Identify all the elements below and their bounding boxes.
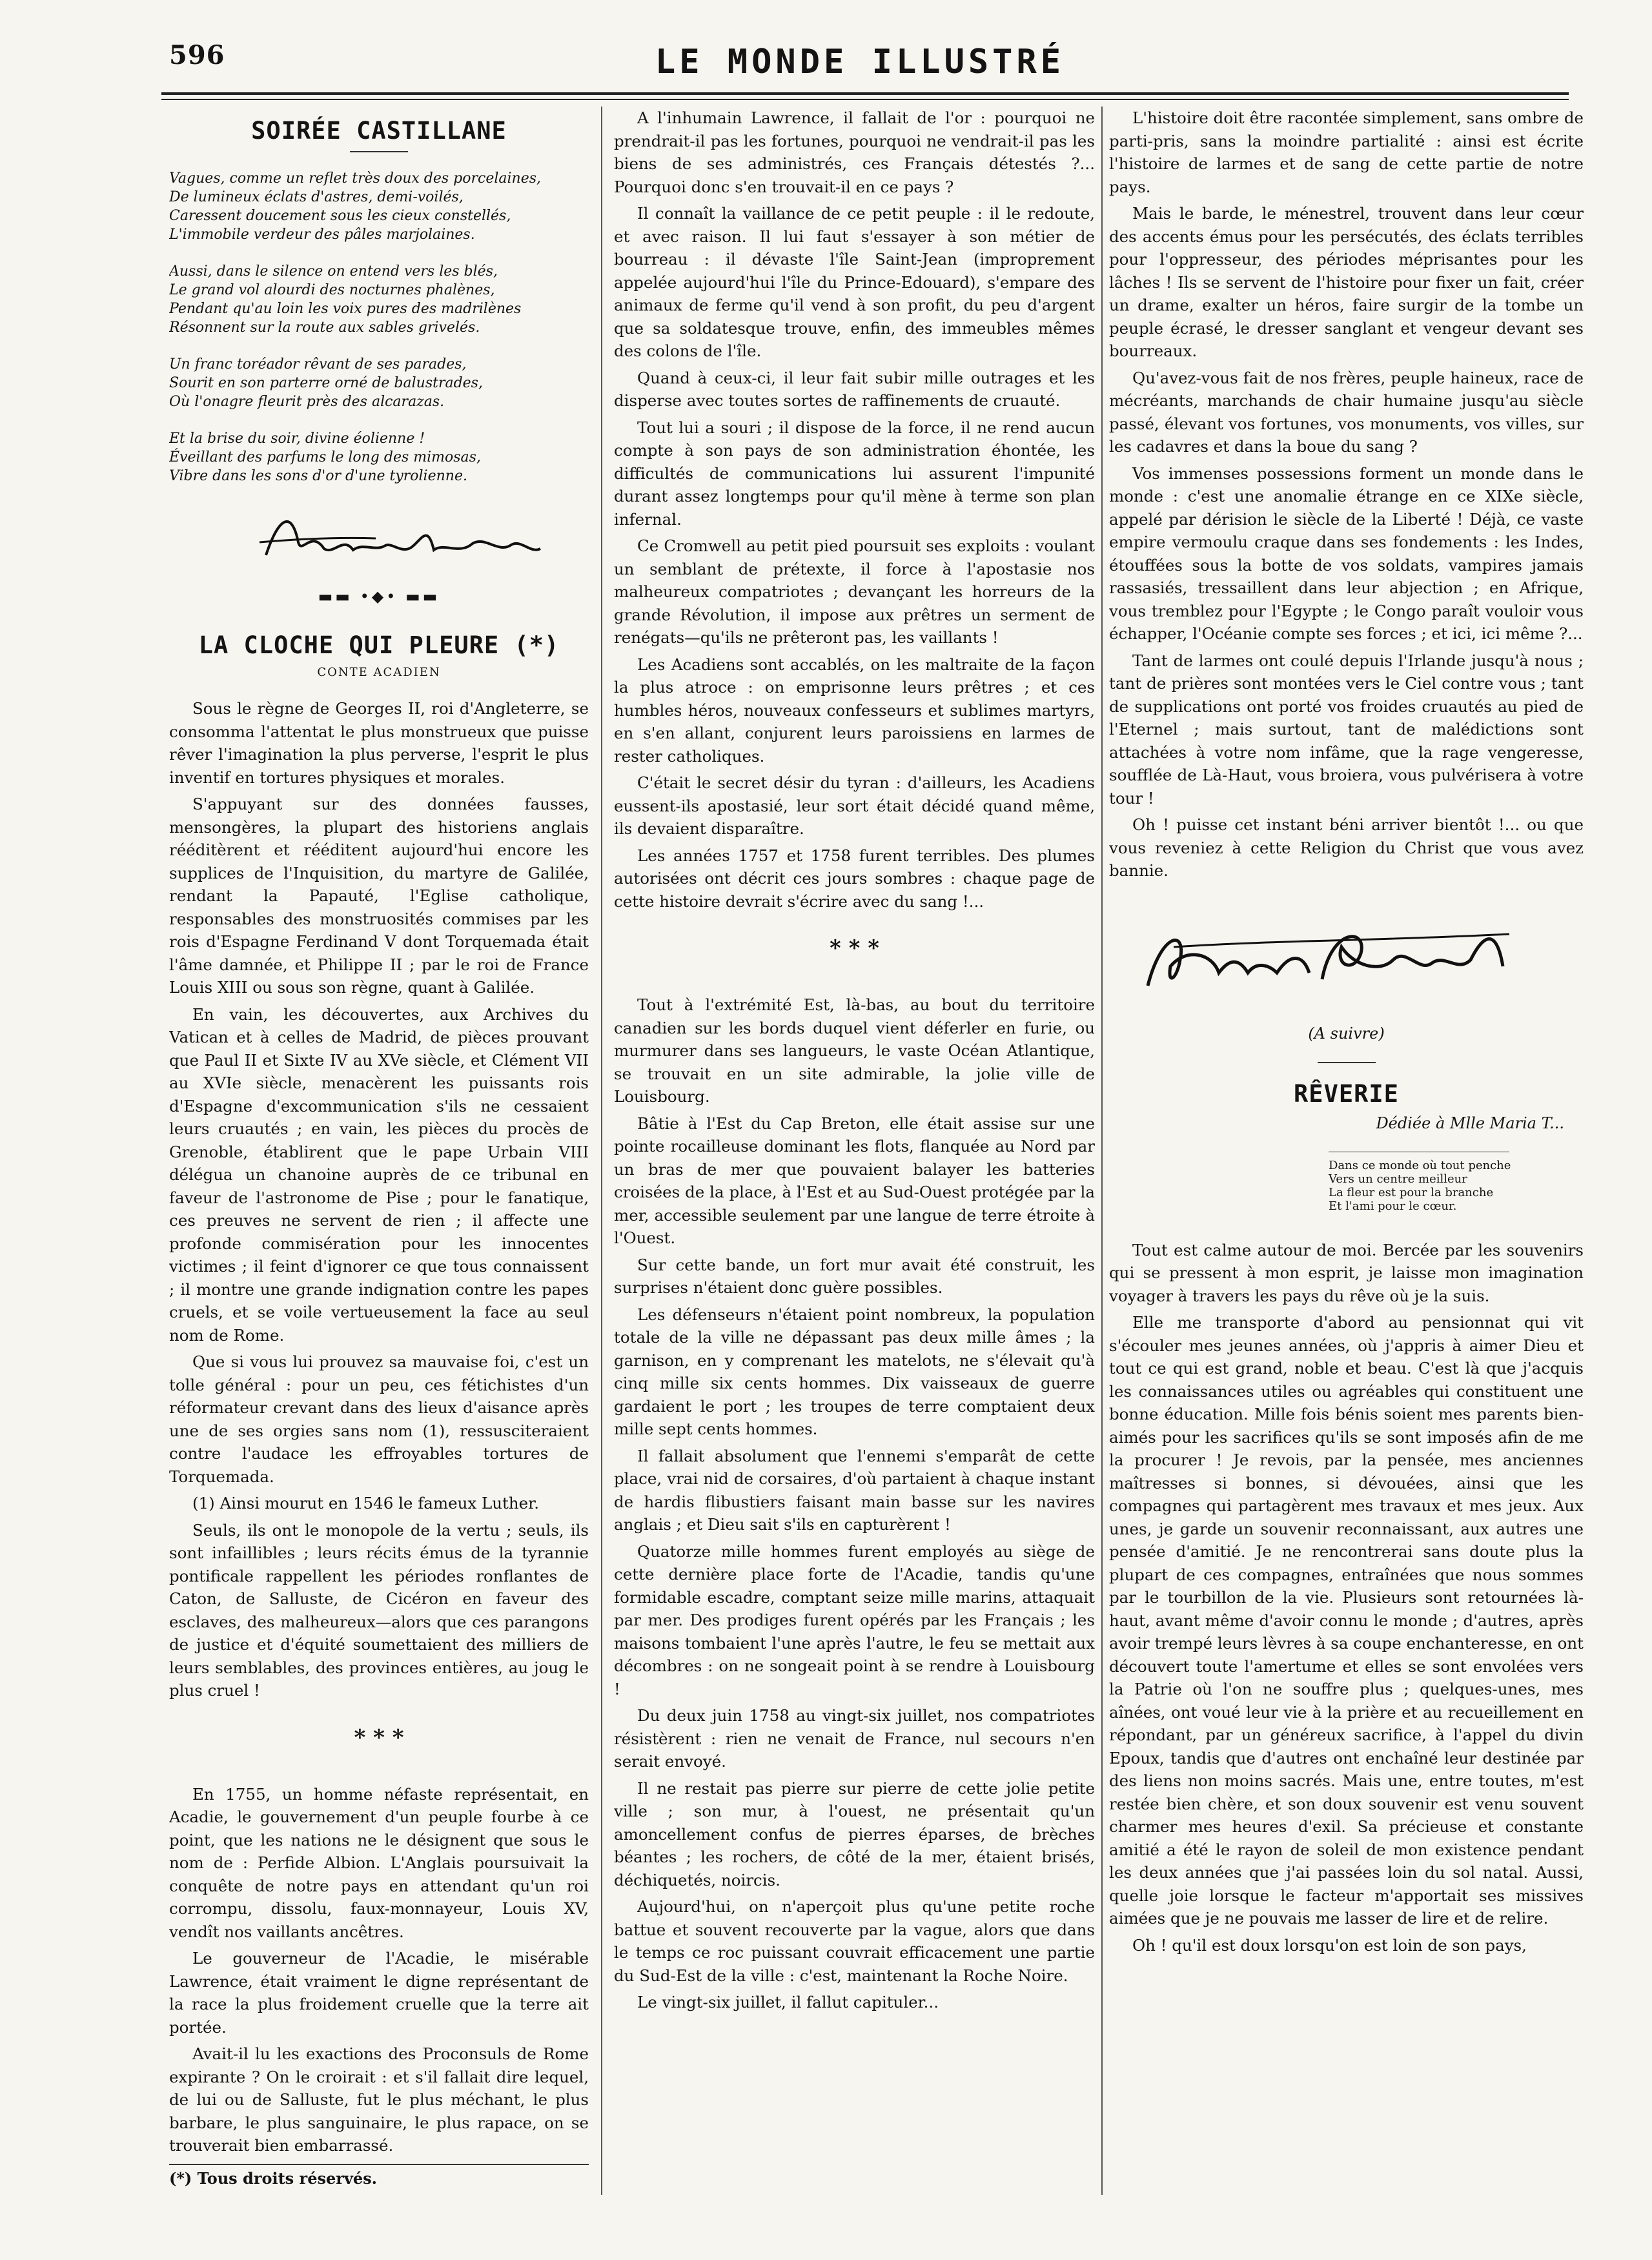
story-paragraphs [614, 993, 1095, 2014]
header-rule [161, 92, 1569, 100]
poem-line: L'immobile verdeur des pâles marjolaines. [169, 227, 475, 243]
story-signature [1109, 908, 1584, 1005]
column-divider [1101, 107, 1103, 2195]
epigraph-line: La fleur est pour la branche [1329, 1185, 1494, 1199]
paragraph: Avait-il lu les exactions des Proconsuls de Rome expirante ? On le croirait : et s'il fallait dire lequel, de lui ou de Salluste, fut le plus méchant, le plus barbare, le plus sanguinaire, le plus rapace, on se trouverait bien embarrassé. [169, 2044, 589, 2155]
paragraph: Tout lui a souri ; il dispose de la force, il ne rend aucun compte à son pays de son administration éhontée, les difficultés de communications lui assurent l'impunité durant assez longtemps pour qu'il mène à terme son plan infernal. [614, 418, 1095, 529]
poem-stanza [169, 429, 589, 485]
story-paragraphs [1109, 1239, 1584, 1957]
story-signature-text: Firmin Picard [1556, 1003, 1561, 1004]
poem-line: Où l'onagre fleurit près des alcarazas. [169, 394, 445, 410]
epigraph-line: Et l'ami pour le cœur. [1329, 1199, 1457, 1213]
paragraph: Qu'avez-vous fait de nos frères, peuple haineux, race de mécréants, marchands de chair humaine jusqu'au siècle passé, élevant vos fortunes, vos monuments, vos villes, sur les cadavres et dans la boue du sang ? [1109, 368, 1584, 456]
to-be-continued: (A suivre) [1308, 1024, 1385, 1043]
poem-title: SOIRÉE CASTILLANE [251, 117, 507, 145]
signature-icon [1109, 908, 1561, 1005]
poem-stanza [169, 169, 589, 244]
poem-line: De lumineux éclats d'astres, demi-voilés, [169, 189, 464, 205]
poem-line: Et la brise du soir, divine éolienne ! [169, 431, 425, 447]
poem-body [169, 169, 589, 485]
paragraph: Bâtie à l'Est du Cap Breton, elle était assise sur une pointe rocailleuse dominant les flots, flanquée au Nord par un bras de mer que pouvaient balayer les batteries croisées de la place, à l'Est et au Sud-Ouest protégée par la mer, accessible seulement par une langue de terre étroite à l'Ouest. [614, 1114, 1095, 1247]
paragraph: Les Acadiens sont accablés, on les maltraite de la façon la plus atroce : on emprisonne leurs prêtres ; et ces humbles héros, nouveaux confesseurs et sublimes martyrs, en s'en allant, conjurent leurs paroissiens en larmes de rester catholiques. [614, 655, 1095, 766]
epigraph [1329, 1152, 1509, 1213]
paragraph: Le gouverneur de l'Acadie, le misérable Lawrence, était vraiment le digne représentant de la race la plus froidement cruelle que la terre ait portée. [169, 1949, 589, 2037]
paragraph: Vos immenses possessions forment un monde dans le monde : c'est une anomalie étrange en ce XIXe siècle, appelé par dérision le siècle de la Liberté ! Déjà, ce vaste empire vermoulu craque dans ses fondements : les Indes, étouffées sous la botte de vos soldats, vampires jamais rassasiés, tressaillent dans leur abjection ; en Afrique, vous tremblez pour l'Egypte ; le Congo paraît vouloir vous échapper, l'Océanie compte ses forces ; et ici, ici même ?... [1109, 463, 1584, 643]
story-title: LA CLOCHE QUI PLEURE (*) [198, 631, 560, 659]
paragraph: Tout à l'extrémité Est, là-bas, au bout du territoire canadien sur les bords duquel vient déferler en furie, ou murmurer dans ses langueurs, le vaste Océan Atlantique, se trouvait en un site admirable, la jolie ville de Louisbourg. [614, 995, 1095, 1106]
paragraph: Elle me transporte d'abord au pensionnat qui vit s'écouler mes jeunes années, où j'appris à aimer Dieu et tout ce qui est grand, noble et beau. C'est là que j'acquis les connaissances utiles ou agréables qui constituent une bonne éducation. Mille fois bénis soient mes parents bien-aimés pour les sacrifices qu'ils se sont imposés afin de me la procurer ! Je revois, par la pensée, mes anciennes maîtresses si bonnes, si dévouées, ainsi que les compagnes qui partagèrent mes travaux et mes jeux. Aux unes, je garde un souvenir reconnaissant, aux autres une pensée d'amitié. Je ne rencontrerai sans doute plus la plupart de ces compagnes, entraînées que nous sommes par le tourbillon de la vie. Plusieurs sont retournées là-haut, avant même d'avoir connu le monde ; d'autres, après avoir trempé leurs lèvres à sa coupe enchanteresse, en ont découvert toute l'amertume et elles se sont envolées vers la Patrie où l'on ne souffre plus ; quelques-unes, mes aînées, ont voué leur vie à la prière et au recueillement en répondant, par un généreux sacrifice, à l'appel du divin Epoux, tandis que d'autres ont enchaîné leur destinée par des liens non moins sacrés. Mais une, entre toutes, m'est restée bien chère, et son doux souvenir est venu souvent charmer mes heures d'exil. Sa précieuse et constante amitié a été le rayon de soleil de mon existence pendant les deux années que j'ai passées loin du sol natal. Aussi, quelle joie lorsque le facteur m'apportait ses missives aimées que je ne pouvais me lasser de lire et de relire. [1109, 1313, 1584, 1928]
paragraph: Oh ! qu'il est doux lorsqu'on est loin de son pays, [1132, 1935, 1527, 1955]
paragraph: Il connaît la vaillance de ce petit peuple : il le redoute, et avec raison. Il lui faut s'essayer à son métier de bourreau : il dévaste l'île Saint-Jean (improprement appelée aujourd'hui l'île du Prince-Edouard), s'empare des animaux de ferme qu'il vend à son profit, du peu d'argent que sa soldatesque trouve, enfin, des immeubles mêmes des colons de l'île. [614, 204, 1095, 360]
dedication: Dédiée à Mlle Maria T... [1376, 1114, 1564, 1132]
title-rule [350, 151, 408, 152]
poem-stanza [169, 355, 589, 411]
paragraph: Sous le règne de Georges II, roi d'Angleterre, se consomma l'attentat le plus monstrueux que puisse rêver l'imagination la plus perverse, l'esprit le plus inventif en tortures physiques et morales. [169, 699, 589, 787]
poem-line: Caressent doucement sous les cieux constellés, [169, 208, 511, 224]
story-paragraphs [169, 1783, 589, 2157]
column-3 [1109, 107, 1584, 2192]
paragraph: En 1755, un homme néfaste représentait, en Acadie, le gouvernement d'un peuple fourbe à ce point, que les nations ne le désignent que sous le nom de : Perfide Albion. L'Anglais poursuivait la conquête de notre pays en attendant qu'un roi corrompu, dissolu, faux-monnayeur, Louis XV, vendît nos vaillants ancêtres. [169, 1784, 589, 1941]
poem-line: Vibre dans les sons d'or d'une tyrolienne. [169, 468, 467, 484]
paragraph: Ce Cromwell au petit pied poursuit ses exploits : voulant un semblant de prétexte, il force à l'apostasie nos malheureux compatriotes ; devançant les horreurs de la grande Révolution, il impose aux prêtres un serment de renégats—qu'ils ne prêteront pas, les vaillants ! [614, 536, 1095, 647]
reverie-title: RÊVERIE [1294, 1079, 1399, 1108]
paragraph: Que si vous lui prouvez sa mauvaise foi, c'est un tolle général : pour un peu, ces fétichistes d'un réformateur crevant dans des lieux d'aisance après une de ses orgies sans nom (1), ressusciteraient contre l'audace les effroyables tortures de Torquemada. [169, 1352, 589, 1486]
paragraph: Sur cette bande, un fort mur avait été construit, les surprises n'étaient donc guère possibles. [614, 1255, 1095, 1297]
story-paragraphs [614, 107, 1095, 913]
paragraph: En vain, les découvertes, aux Archives du Vatican et à celles de Madrid, de pièces prouvant que Paul II et Sixte IV au XVe siècle, et Clément VII au XVIe siècle, menacèrent les puissants rois d'Espagne d'excommunication s'ils ne cessaient leurs cruautés ; en vain, les pièces du procès de Grenoble, établirent que le pape Urbain VIII délégua un chanoine auprès de ce tribunal en faveur de l'astronome de Pise ; pour le fanatique, ces preuves ne servent de rien ; il affecte une profonde commisération pour les innocentes victimes ; il feint d'ignorer ce que tous connaissent ; il montre une grande indignation contre les papes cruels, et se voile vertueusement la face au seul nom de Rome. [169, 1004, 589, 1345]
footnote-rule [169, 2164, 589, 2165]
poem-signature [169, 504, 589, 568]
paragraph: Les années 1757 et 1758 furent terribles. Des plumes autorisées ont décrit ces jours sombres : chaque page de cette histoire devrait s'écrire avec du sang !... [614, 846, 1095, 911]
paragraph: S'appuyant sur des données fausses, mensongères, la plupart des historiens anglais rééditèrent et rééditent aujourd'hui encore les supplices de l'Inquisition, du martyre de Galilée, rendant la Papauté, l'Eglise catholique, responsables des monstruosités commises par les rois d'Espagne Ferdinand V dont Torquemada était l'âme damnée, et Philippe II ; par le roi de France Louis XIII ou sous son règne, quant à Galilée. [169, 795, 589, 997]
paragraph: Oh ! puisse cet instant béni arriver bientôt !... ou que vous reveniez à cette Religion du Christ que vous avez bannie. [1109, 815, 1584, 880]
paragraph: A l'inhumain Lawrence, il fallait de l'or : pourquoi ne prendrait-il pas les fortunes, pourquoi ne vendrait-il pas les biens de ses administrés, ces Français détestés ?... Pourquoi donc s'en trouvait-il en ce pays ? [614, 108, 1095, 196]
column-1 [169, 107, 589, 2192]
paragraph: Seuls, ils ont le monopole de la vertu ; seuls, ils sont infaillibles ; leurs récits émus de la tyrannie pontificale rappellent les périodes ronflantes de Caton, de Salluste, de Cicéron en faveur des esclaves, des malheureux—alors que ces parangons de justice et d'équité soumettaient des milliers de leurs semblables, des provinces entières, au joug le plus cruel ! [169, 1520, 589, 1700]
signature-icon [169, 504, 582, 568]
paragraph: Mais le barde, le ménestrel, trouvent dans leur cœur des accents émus pour les persécutés, des éclats terribles pour l'oppresseur, des périodes méprisantes pour les lâches ! Ils se servent de l'histoire pour fixer un fait, créer un drame, exalter un héros, faire surgir de la tombe un peuple écrasé, le dresser sanglant et vengeur devant ses bourreaux. [1109, 204, 1584, 360]
paragraph: Aujourd'hui, on n'aperçoit plus qu'une petite roche battue et souvent recouverte par la vague, alors que dans le temps ce roc puissant couvrait efficacement une partie du Sud-Est de la ville : c'est, maintenant la Roche Noire. [614, 1897, 1095, 1985]
poem-line: Le grand vol alourdi des nocturnes phalènes, [169, 282, 495, 298]
paragraph: L'histoire doit être racontée simplement, sans ombre de parti-pris, sans la moindre partialité : ainsi est écrite l'histoire de larmes et de sang de cette partie de notre pays. [1109, 108, 1584, 196]
paragraph: Il ne restait pas pierre sur pierre de cette jolie petite ville ; son mur, à l'ouest, ne présentait qu'un amoncellement confus de pierres éparses, de brèches béantes ; les rochers, de côté de la mer, étaient brisés, déchiquetés, noircis. [614, 1778, 1095, 1889]
poem-line: Vagues, comme un reflet très doux des porcelaines, [169, 170, 542, 187]
poem-line: Sourit en son parterre orné de balustrades, [169, 375, 483, 391]
journal-title: LE MONDE ILLUSTRÉ [655, 43, 1065, 81]
paragraph: (1) Ainsi mourut en 1546 le fameux Luther. [192, 1494, 539, 1512]
paragraph: Quatorze mille hommes furent employés au siège de cette dernière place forte de l'Acadie, tandis qu'une formidable escadre, comptant seize mille marins, attaquait par mer. Des prodiges furent opérés par les Français ; les maisons tombaient l'une après l'autre, le feu se mettait aux décombres : on ne songeait point à se rendre à Louisbourg ! [614, 1542, 1095, 1698]
story-paragraphs [1109, 107, 1584, 882]
paragraph: Les défenseurs n'étaient point nombreux, la population totale de la ville ne dépassant pas deux mille âmes ; la garnison, en y comprenant les matelots, ne s'élevait qu'à cinq mille six cents hommes. Dix vaisseaux de guerre gardaient le port ; les troupes de terre comptaient deux mille sept cents hommes. [614, 1305, 1095, 1438]
page-header [150, 40, 1570, 85]
footnote: (*) Tous droits réservés. [169, 2168, 377, 2188]
asterism: * * * [354, 1724, 404, 1751]
story-subtitle: CONTE ACADIEN [317, 666, 441, 679]
poem-stanza [169, 262, 589, 337]
column-divider [601, 107, 602, 2195]
page-number: 596 [169, 40, 225, 70]
title-rule [1318, 1062, 1376, 1063]
epigraph-line: Vers un centre meilleur [1329, 1172, 1467, 1186]
story-paragraphs [169, 697, 589, 1702]
paragraph: Du deux juin 1758 au vingt-six juillet, nos compatriotes résistèrent : rien ne venait de France, nul secours n'en serait envoyé. [614, 1706, 1095, 1771]
paragraph: Tant de larmes ont coulé depuis l'Irlande jusqu'à nous ; tant de prières sont montées vers le Ciel contre vous ; tant de supplications ont porté vos froides cruautés au pied de l'Eternel ; mais surtout, tant de malédictions sont attachées à votre nom infâme, que la rage vengeresse, soufflée de Là-Haut, vous broiera, vous pulvérisera à votre tour ! [1109, 651, 1584, 808]
paragraph: Quand à ceux-ci, il leur fait subir mille outrages et les disperse avec toutes sortes de raffinements de cruauté. [614, 368, 1095, 410]
epigraph-line: Dans ce monde où tout penche [1329, 1158, 1511, 1172]
poem-line: Pendant qu'au loin les voix pures des madrilènes [169, 301, 522, 317]
ornament-divider: ▬▬ •◆• ▬▬ [318, 587, 440, 606]
paragraph: C'était le secret désir du tyran : d'ailleurs, les Acadiens eussent-ils apostasié, leur sort était décidé quand même, ils devaient disparaître. [614, 773, 1095, 838]
paragraph: Le vingt-six juillet, il fallut capituler... [637, 1993, 939, 2011]
poem-line: Aussi, dans le silence on entend vers les blés, [169, 263, 498, 280]
column-2 [614, 107, 1095, 2192]
paragraph: Tout est calme autour de moi. Bercée par les souvenirs qui se pressent à mon esprit, je laisse mon imagination voyager à travers les pays du rêve où je la suis. [1109, 1240, 1584, 1305]
poem-line: Éveillant des parfums le long des mimosas, [169, 449, 481, 465]
asterism: * * * [829, 935, 879, 961]
poem-line: Résonnent sur la route aux sables grivelés. [169, 320, 480, 336]
poem-line: Un franc toréador rêvant de ses parades, [169, 356, 467, 372]
paragraph: Il fallait absolument que l'ennemi s'emparât de cette place, vrai nid de corsaires, d'où partaient à chaque instant de hardis flibustiers faisant main basse sur les navires anglais ; et Dieu sait s'ils en capturèrent ! [614, 1446, 1095, 1534]
